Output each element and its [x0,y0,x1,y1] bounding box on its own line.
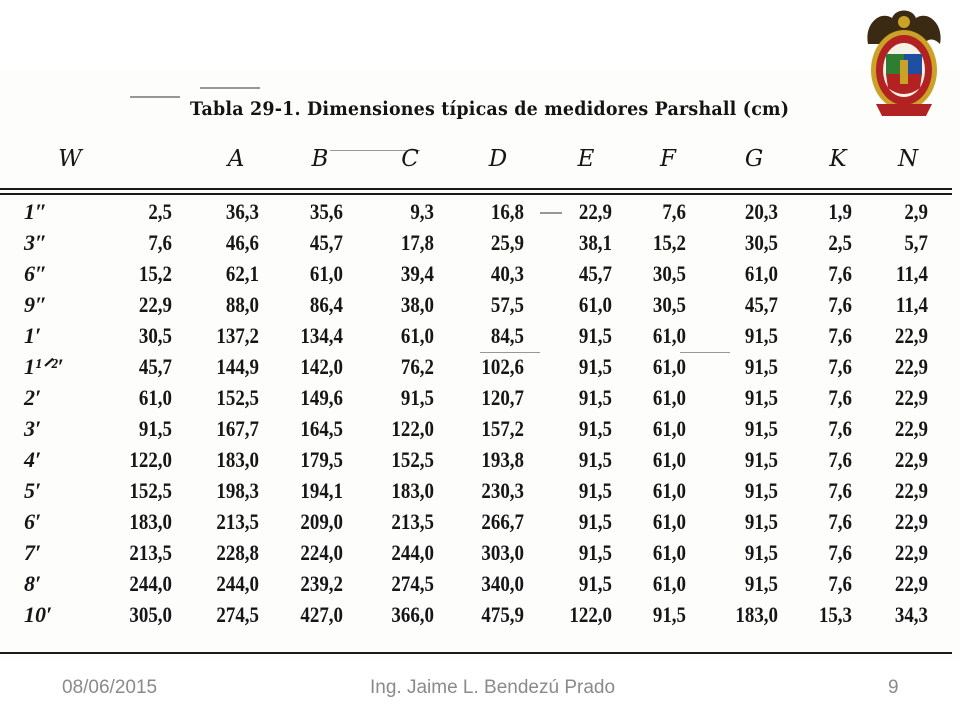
row-14-cell-f: 122,0 [569,602,612,627]
row-8-cell-e: 157,2 [481,416,524,441]
row-3-cell-k: 61,0 [744,261,778,286]
row-5-cell-c: 134,4 [300,323,343,348]
column-header-c: C [401,146,419,172]
row-13-cell-undefined: 22,9 [894,571,928,596]
row-10-cell-f: 91,5 [578,478,612,503]
row-9-cell-n: 7,6 [828,447,852,472]
row-4-cell-e: 57,5 [490,292,524,317]
row-5-cell-d: 61,0 [400,323,434,348]
row-6-cell-undefined: 22,9 [894,354,928,379]
row-11-cell-g: 61,0 [652,509,686,534]
scan-speck [200,87,260,89]
row-2-cell-n: 2,5 [828,230,852,255]
column-header-f: F [660,146,676,172]
row-12-cell-n: 7,6 [828,540,852,565]
row-7-cell-k: 91,5 [744,385,778,410]
row-9-cell-a: 122,0 [129,447,172,472]
row-3-cell-g: 30,5 [652,261,686,286]
row-12-cell-c: 224,0 [300,540,343,565]
row-12-cell-a: 213,5 [129,540,172,565]
row-10-cell-d: 183,0 [391,478,434,503]
row-11-cell-f: 91,5 [578,509,612,534]
row-5-cell-undefined: 22,9 [894,323,928,348]
row-5-cell-g: 61,0 [652,323,686,348]
row-8-cell-d: 122,0 [391,416,434,441]
row-4-cell-a: 22,9 [138,292,172,317]
row-4-cell-f: 61,0 [578,292,612,317]
row-5-cell-a: 30,5 [138,323,172,348]
row-8-cell-c: 164,5 [300,416,343,441]
row-10-cell-w: 5′ [24,478,42,503]
row-13-cell-c: 239,2 [300,571,343,596]
row-10-cell-a: 152,5 [129,478,172,503]
row-3-cell-undefined: 11,4 [895,261,928,286]
row-8-cell-w: 3′ [24,416,42,441]
row-13-cell-d: 274,5 [391,571,434,596]
row-14-cell-k: 183,0 [735,602,778,627]
row-7-cell-undefined: 22,9 [894,385,928,410]
header-rule-bottom [0,193,952,195]
row-7-cell-a: 61,0 [138,385,172,410]
row-2-cell-undefined: 5,7 [904,230,928,255]
row-9-cell-d: 152,5 [391,447,434,472]
row-2-cell-e: 25,9 [490,230,524,255]
footer-page-number: 9 [888,677,899,698]
row-9-cell-undefined: 22,9 [894,447,928,472]
row-3-cell-n: 7,6 [828,261,852,286]
row-11-cell-b: 213,5 [216,509,259,534]
row-8-cell-k: 91,5 [744,416,778,441]
row-3-cell-a: 15,2 [138,261,172,286]
row-1-cell-e: 16,8 [490,199,524,224]
row-13-cell-b: 244,0 [216,571,259,596]
row-7-cell-w: 2′ [24,385,42,410]
row-11-cell-c: 209,0 [300,509,343,534]
row-11-cell-k: 91,5 [744,509,778,534]
row-9-cell-b: 183,0 [216,447,259,472]
row-1-cell-n: 1,9 [828,199,852,224]
row-13-cell-g: 61,0 [652,571,686,596]
row-4-cell-undefined: 11,4 [895,292,928,317]
row-6-cell-d: 76,2 [400,354,434,379]
row-10-cell-undefined: 22,9 [894,478,928,503]
row-9-cell-k: 91,5 [744,447,778,472]
column-header-n: N [897,146,919,172]
row-7-cell-e: 120,7 [481,385,524,410]
row-14-cell-w: 10′ [24,602,53,627]
row-10-cell-e: 230,3 [481,478,524,503]
row-13-cell-e: 340,0 [481,571,524,596]
column-header-e: E [577,146,595,172]
row-3-cell-b: 62,1 [225,261,259,286]
row-6-cell-c: 142,0 [300,354,343,379]
row-5-cell-n: 7,6 [828,323,852,348]
row-9-cell-e: 193,8 [481,447,524,472]
row-6-cell-n: 7,6 [828,354,852,379]
row-6-cell-w: 1¹ᐟ²′ [24,354,64,379]
row-12-cell-e: 303,0 [481,540,524,565]
row-6-cell-g: 61,0 [652,354,686,379]
row-10-cell-g: 61,0 [652,478,686,503]
row-1-cell-f: 22,9 [578,199,612,224]
column-header-d: D [488,146,508,172]
row-12-cell-g: 61,0 [652,540,686,565]
row-7-cell-g: 61,0 [652,385,686,410]
row-2-cell-f: 38,1 [578,230,612,255]
row-14-cell-e: 475,9 [481,602,524,627]
row-2-cell-d: 17,8 [400,230,434,255]
row-9-cell-f: 91,5 [578,447,612,472]
row-8-cell-b: 167,7 [216,416,259,441]
row-5-cell-w: 1′ [24,323,42,348]
row-2-cell-a: 7,6 [148,230,172,255]
row-13-cell-a: 244,0 [129,571,172,596]
row-1-cell-g: 7,6 [662,199,686,224]
row-5-cell-b: 137,2 [216,323,259,348]
row-4-cell-g: 30,5 [652,292,686,317]
row-13-cell-f: 91,5 [578,571,612,596]
row-8-cell-a: 91,5 [138,416,172,441]
row-6-cell-e: 102,6 [481,354,524,379]
row-3-cell-d: 39,4 [400,261,434,286]
footer-author: Ing. Jaime L. Bendezú Prado [370,677,616,698]
row-5-cell-f: 91,5 [578,323,612,348]
row-14-cell-n: 15,3 [818,602,852,627]
row-11-cell-d: 213,5 [391,509,434,534]
row-9-cell-w: 4′ [24,447,42,472]
row-10-cell-k: 91,5 [744,478,778,503]
row-2-cell-k: 30,5 [744,230,778,255]
row-14-cell-g: 91,5 [652,602,686,627]
row-12-cell-undefined: 22,9 [894,540,928,565]
row-4-cell-n: 7,6 [828,292,852,317]
university-crest-icon [862,4,946,122]
row-14-cell-c: 427,0 [300,602,343,627]
header-rule-top [0,188,952,190]
row-8-cell-g: 61,0 [652,416,686,441]
row-13-cell-n: 7,6 [828,571,852,596]
row-1-cell-k: 20,3 [744,199,778,224]
row-4-cell-d: 38,0 [400,292,434,317]
row-5-cell-k: 91,5 [744,323,778,348]
row-11-cell-n: 7,6 [828,509,852,534]
row-7-cell-b: 152,5 [216,385,259,410]
row-10-cell-n: 7,6 [828,478,852,503]
row-6-cell-a: 45,7 [138,354,172,379]
row-8-cell-f: 91,5 [578,416,612,441]
row-3-cell-e: 40,3 [490,261,524,286]
column-header-a: A [227,146,245,172]
row-8-cell-undefined: 22,9 [894,416,928,441]
column-header-w: W [58,146,82,172]
row-13-cell-k: 91,5 [744,571,778,596]
row-11-cell-undefined: 22,9 [894,509,928,534]
row-3-cell-c: 61,0 [309,261,343,286]
row-14-cell-a: 305,0 [129,602,172,627]
row-8-cell-n: 7,6 [828,416,852,441]
row-12-cell-k: 91,5 [744,540,778,565]
row-7-cell-n: 7,6 [828,385,852,410]
row-6-cell-b: 144,9 [216,354,259,379]
row-14-cell-b: 274,5 [216,602,259,627]
row-4-cell-b: 88,0 [225,292,259,317]
row-3-cell-f: 45,7 [578,261,612,286]
column-header-g: G [744,146,764,172]
row-10-cell-b: 198,3 [216,478,259,503]
row-1-cell-c: 35,6 [309,199,343,224]
row-11-cell-w: 6′ [24,509,42,534]
row-9-cell-c: 179,5 [300,447,343,472]
row-7-cell-c: 149,6 [300,385,343,410]
row-1-cell-a: 2,5 [148,199,172,224]
row-2-cell-g: 15,2 [652,230,686,255]
row-13-cell-w: 8′ [24,571,42,596]
row-14-cell-d: 366,0 [391,602,434,627]
table-bottom-rule [0,652,952,654]
footer-date: 08/06/2015 [62,677,158,698]
column-header-k: K [829,146,847,172]
row-4-cell-k: 45,7 [744,292,778,317]
table-title: Tabla 29-1. Dimensiones típicas de medidores Parshall (cm) [190,98,790,120]
row-7-cell-f: 91,5 [578,385,612,410]
row-10-cell-c: 194,1 [300,478,343,503]
row-11-cell-e: 266,7 [481,509,524,534]
row-11-cell-a: 183,0 [129,509,172,534]
row-3-cell-w: 6″ [24,261,48,286]
scan-speck [130,96,180,98]
row-7-cell-d: 91,5 [400,385,434,410]
row-6-cell-k: 91,5 [744,354,778,379]
row-4-cell-w: 9″ [24,292,48,317]
row-5-cell-e: 84,5 [490,323,524,348]
row-4-cell-c: 86,4 [309,292,343,317]
column-header-b: B [311,146,329,172]
row-12-cell-d: 244,0 [391,540,434,565]
row-12-cell-f: 91,5 [578,540,612,565]
row-2-cell-b: 46,6 [225,230,259,255]
row-12-cell-b: 228,8 [216,540,259,565]
row-14-cell-undefined: 34,3 [894,602,928,627]
row-1-cell-undefined: 2,9 [904,199,928,224]
row-1-cell-w: 1″ [24,199,48,224]
row-2-cell-w: 3″ [24,230,48,255]
row-1-cell-b: 36,3 [225,199,259,224]
row-2-cell-c: 45,7 [309,230,343,255]
row-6-cell-f: 91,5 [578,354,612,379]
row-12-cell-w: 7′ [24,540,42,565]
row-9-cell-g: 61,0 [652,447,686,472]
row-1-cell-d: 9,3 [410,199,434,224]
